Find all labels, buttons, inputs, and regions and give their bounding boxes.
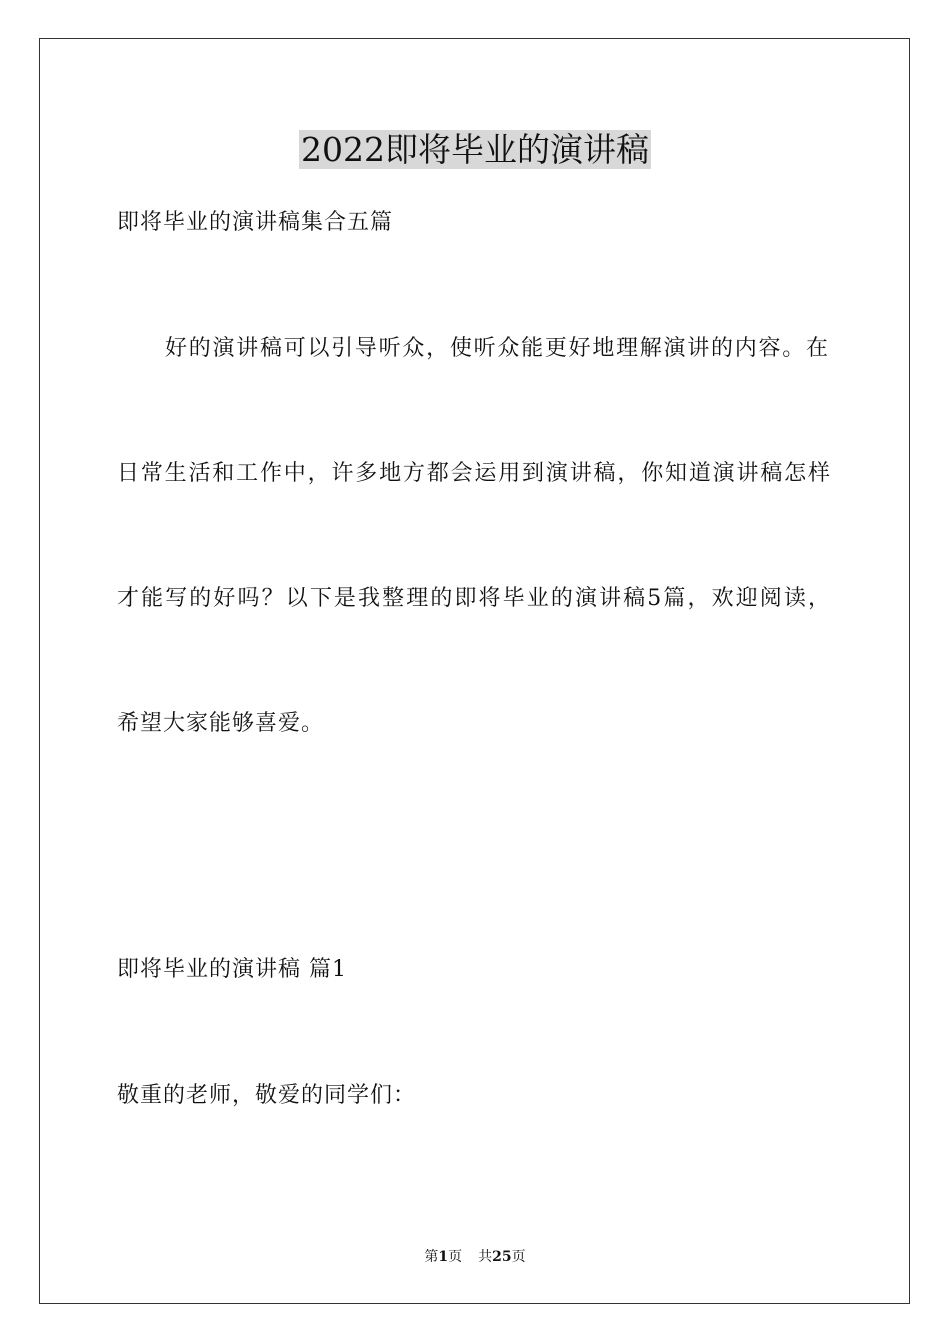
document-title-text: 2022即将毕业的演讲稿 <box>301 130 649 169</box>
document-subtitle: 即将毕业的演讲稿集合五篇 <box>117 210 394 235</box>
footer-page-suffix: 页 <box>448 1249 463 1265</box>
footer-total-prefix: 共 <box>478 1249 493 1265</box>
greeting-line: 敬重的老师，敬爱的同学们： <box>117 1083 417 1108</box>
intro-paragraph-line-3: 才能写的好吗？以下是我整理的即将毕业的演讲稿5篇，欢迎阅读， <box>117 586 831 611</box>
section-heading: 即将毕业的演讲稿 篇1 <box>117 957 347 982</box>
document-title <box>0 128 950 172</box>
footer-total-suffix: 页 <box>511 1249 526 1265</box>
footer-page-prefix: 第 <box>424 1249 439 1265</box>
footer-page-number: 1 <box>438 1249 449 1265</box>
intro-paragraph-line-4: 希望大家能够喜爱。 <box>117 711 325 736</box>
intro-paragraph-line-1: 好的演讲稿可以引导听众，使听众能更好地理解演讲的内容。在 <box>165 336 829 361</box>
footer-total-pages: 25 <box>492 1249 512 1265</box>
intro-paragraph-line-2: 日常生活和工作中，许多地方都会运用到演讲稿，你知道演讲稿怎样 <box>117 461 831 486</box>
page-footer <box>0 1247 950 1267</box>
